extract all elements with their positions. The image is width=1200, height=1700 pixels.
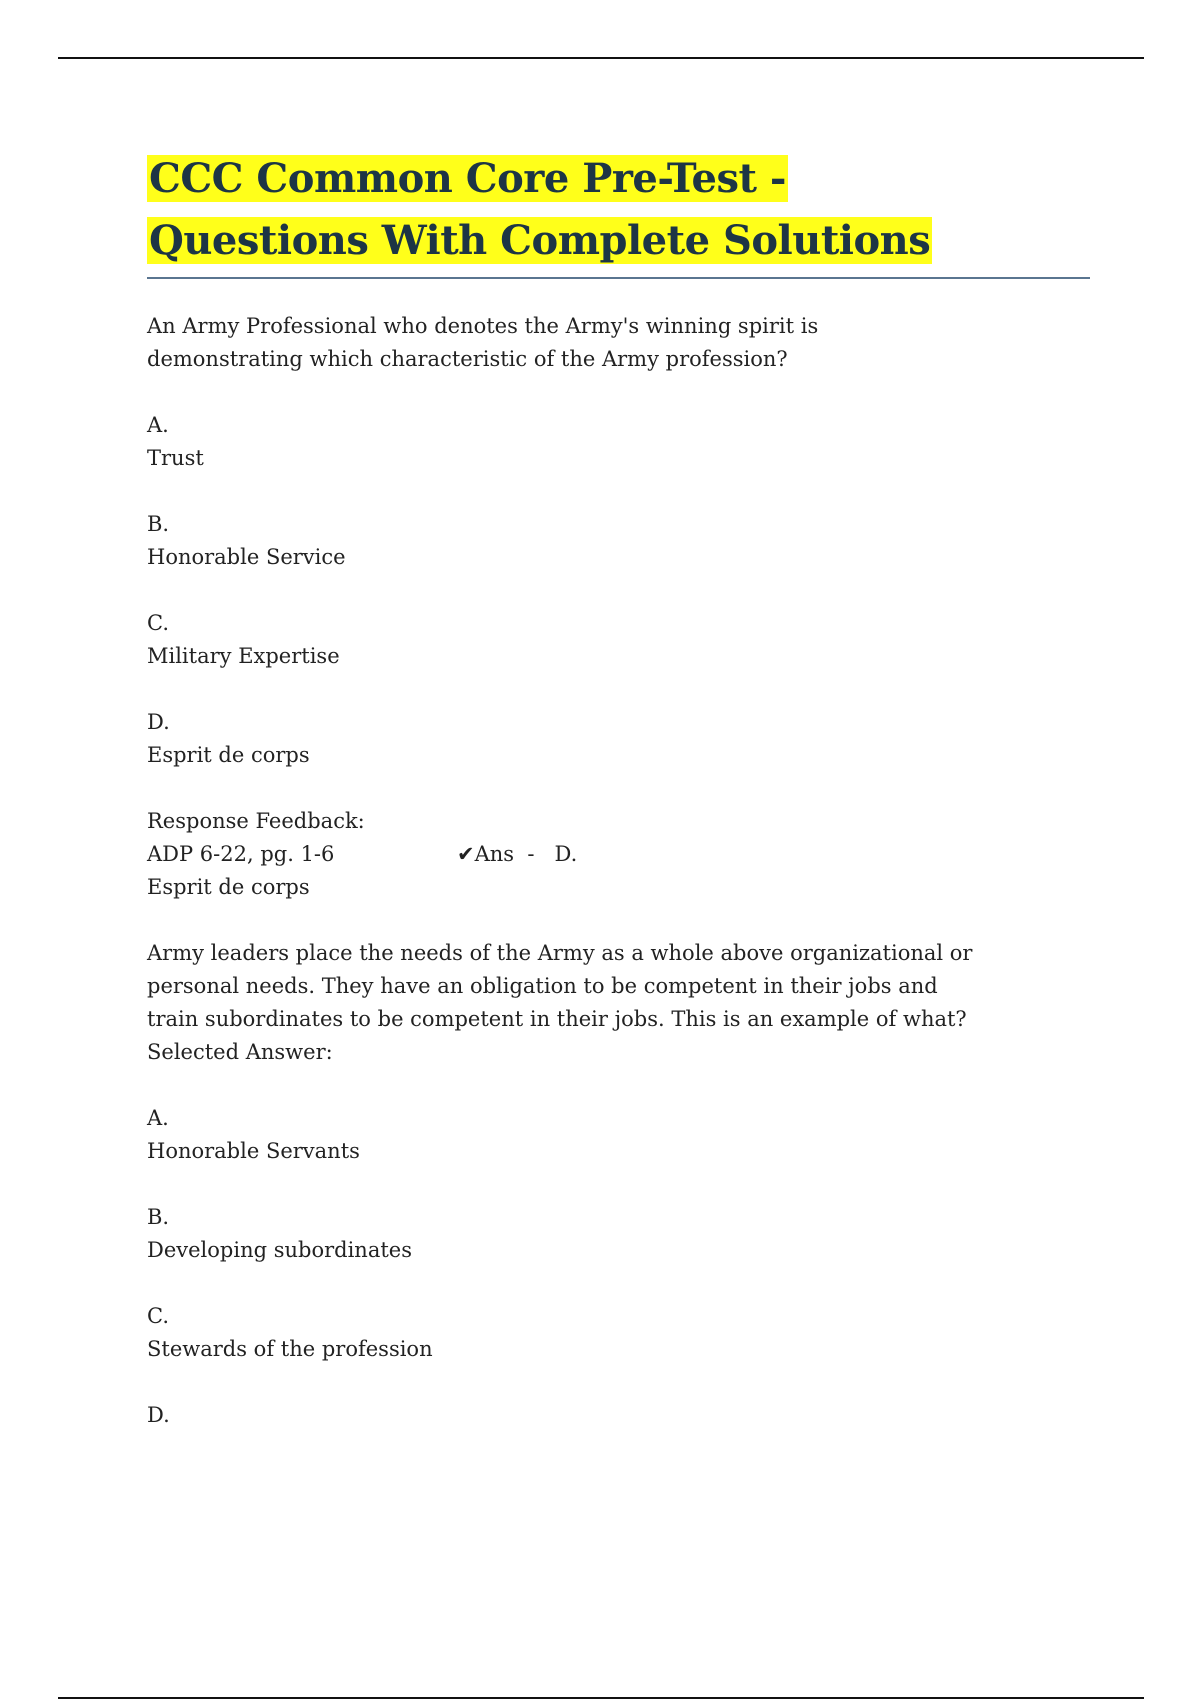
header-rule xyxy=(58,57,1144,59)
answer-marker: ✔Ans - D. xyxy=(457,842,578,866)
selected-answer-label: Selected Answer: xyxy=(147,1040,333,1064)
option-text: Military Expertise xyxy=(147,644,340,668)
option-b xyxy=(147,1201,1107,1267)
title-underline xyxy=(147,277,1090,279)
option-text: Stewards of the profession xyxy=(147,1337,433,1361)
question-text: demonstrating which characteristic of the Army profession? xyxy=(147,347,788,371)
option-text: Trust xyxy=(147,446,204,470)
option-letter: B. xyxy=(147,1205,170,1229)
answer-text: Esprit de corps xyxy=(147,875,310,899)
option-letter: A. xyxy=(147,1106,169,1130)
feedback-reference: ADP 6-22, pg. 1-6 xyxy=(147,842,335,866)
feedback-label: Response Feedback: xyxy=(147,809,365,833)
title-line-2: Questions With Complete Solutions xyxy=(149,217,931,264)
option-letter: C. xyxy=(147,611,169,635)
document-body xyxy=(147,310,1107,1465)
footer-rule xyxy=(58,1697,1144,1699)
question-text: An Army Professional who denotes the Army's winning spirit is xyxy=(147,314,819,338)
question-text: train subordinates to be competent in their jobs. This is an example of what? xyxy=(147,1007,967,1031)
option-a xyxy=(147,409,1107,475)
option-letter: D. xyxy=(147,1403,170,1427)
option-letter: B. xyxy=(147,512,170,536)
option-c xyxy=(147,1300,1107,1366)
title-line-1: CCC Common Core Pre-Test - xyxy=(149,155,786,202)
option-text: Developing subordinates xyxy=(147,1238,412,1262)
option-letter: A. xyxy=(147,413,169,437)
option-a xyxy=(147,1102,1107,1168)
question-2 xyxy=(147,937,1107,1069)
option-b xyxy=(147,508,1107,574)
document-title xyxy=(147,148,1107,272)
question-text: Army leaders place the needs of the Army as a whole above organizational or xyxy=(147,941,973,965)
option-letter: C. xyxy=(147,1304,169,1328)
option-c xyxy=(147,607,1107,673)
option-d xyxy=(147,1399,1107,1432)
response-feedback xyxy=(147,805,1107,904)
option-text: Honorable Servants xyxy=(147,1139,360,1163)
option-letter: D. xyxy=(147,710,170,734)
option-text: Esprit de corps xyxy=(147,743,310,767)
question-1 xyxy=(147,310,1107,376)
question-text: personal needs. They have an obligation to be competent in their jobs and xyxy=(147,974,938,998)
option-text: Honorable Service xyxy=(147,545,346,569)
option-d xyxy=(147,706,1107,772)
